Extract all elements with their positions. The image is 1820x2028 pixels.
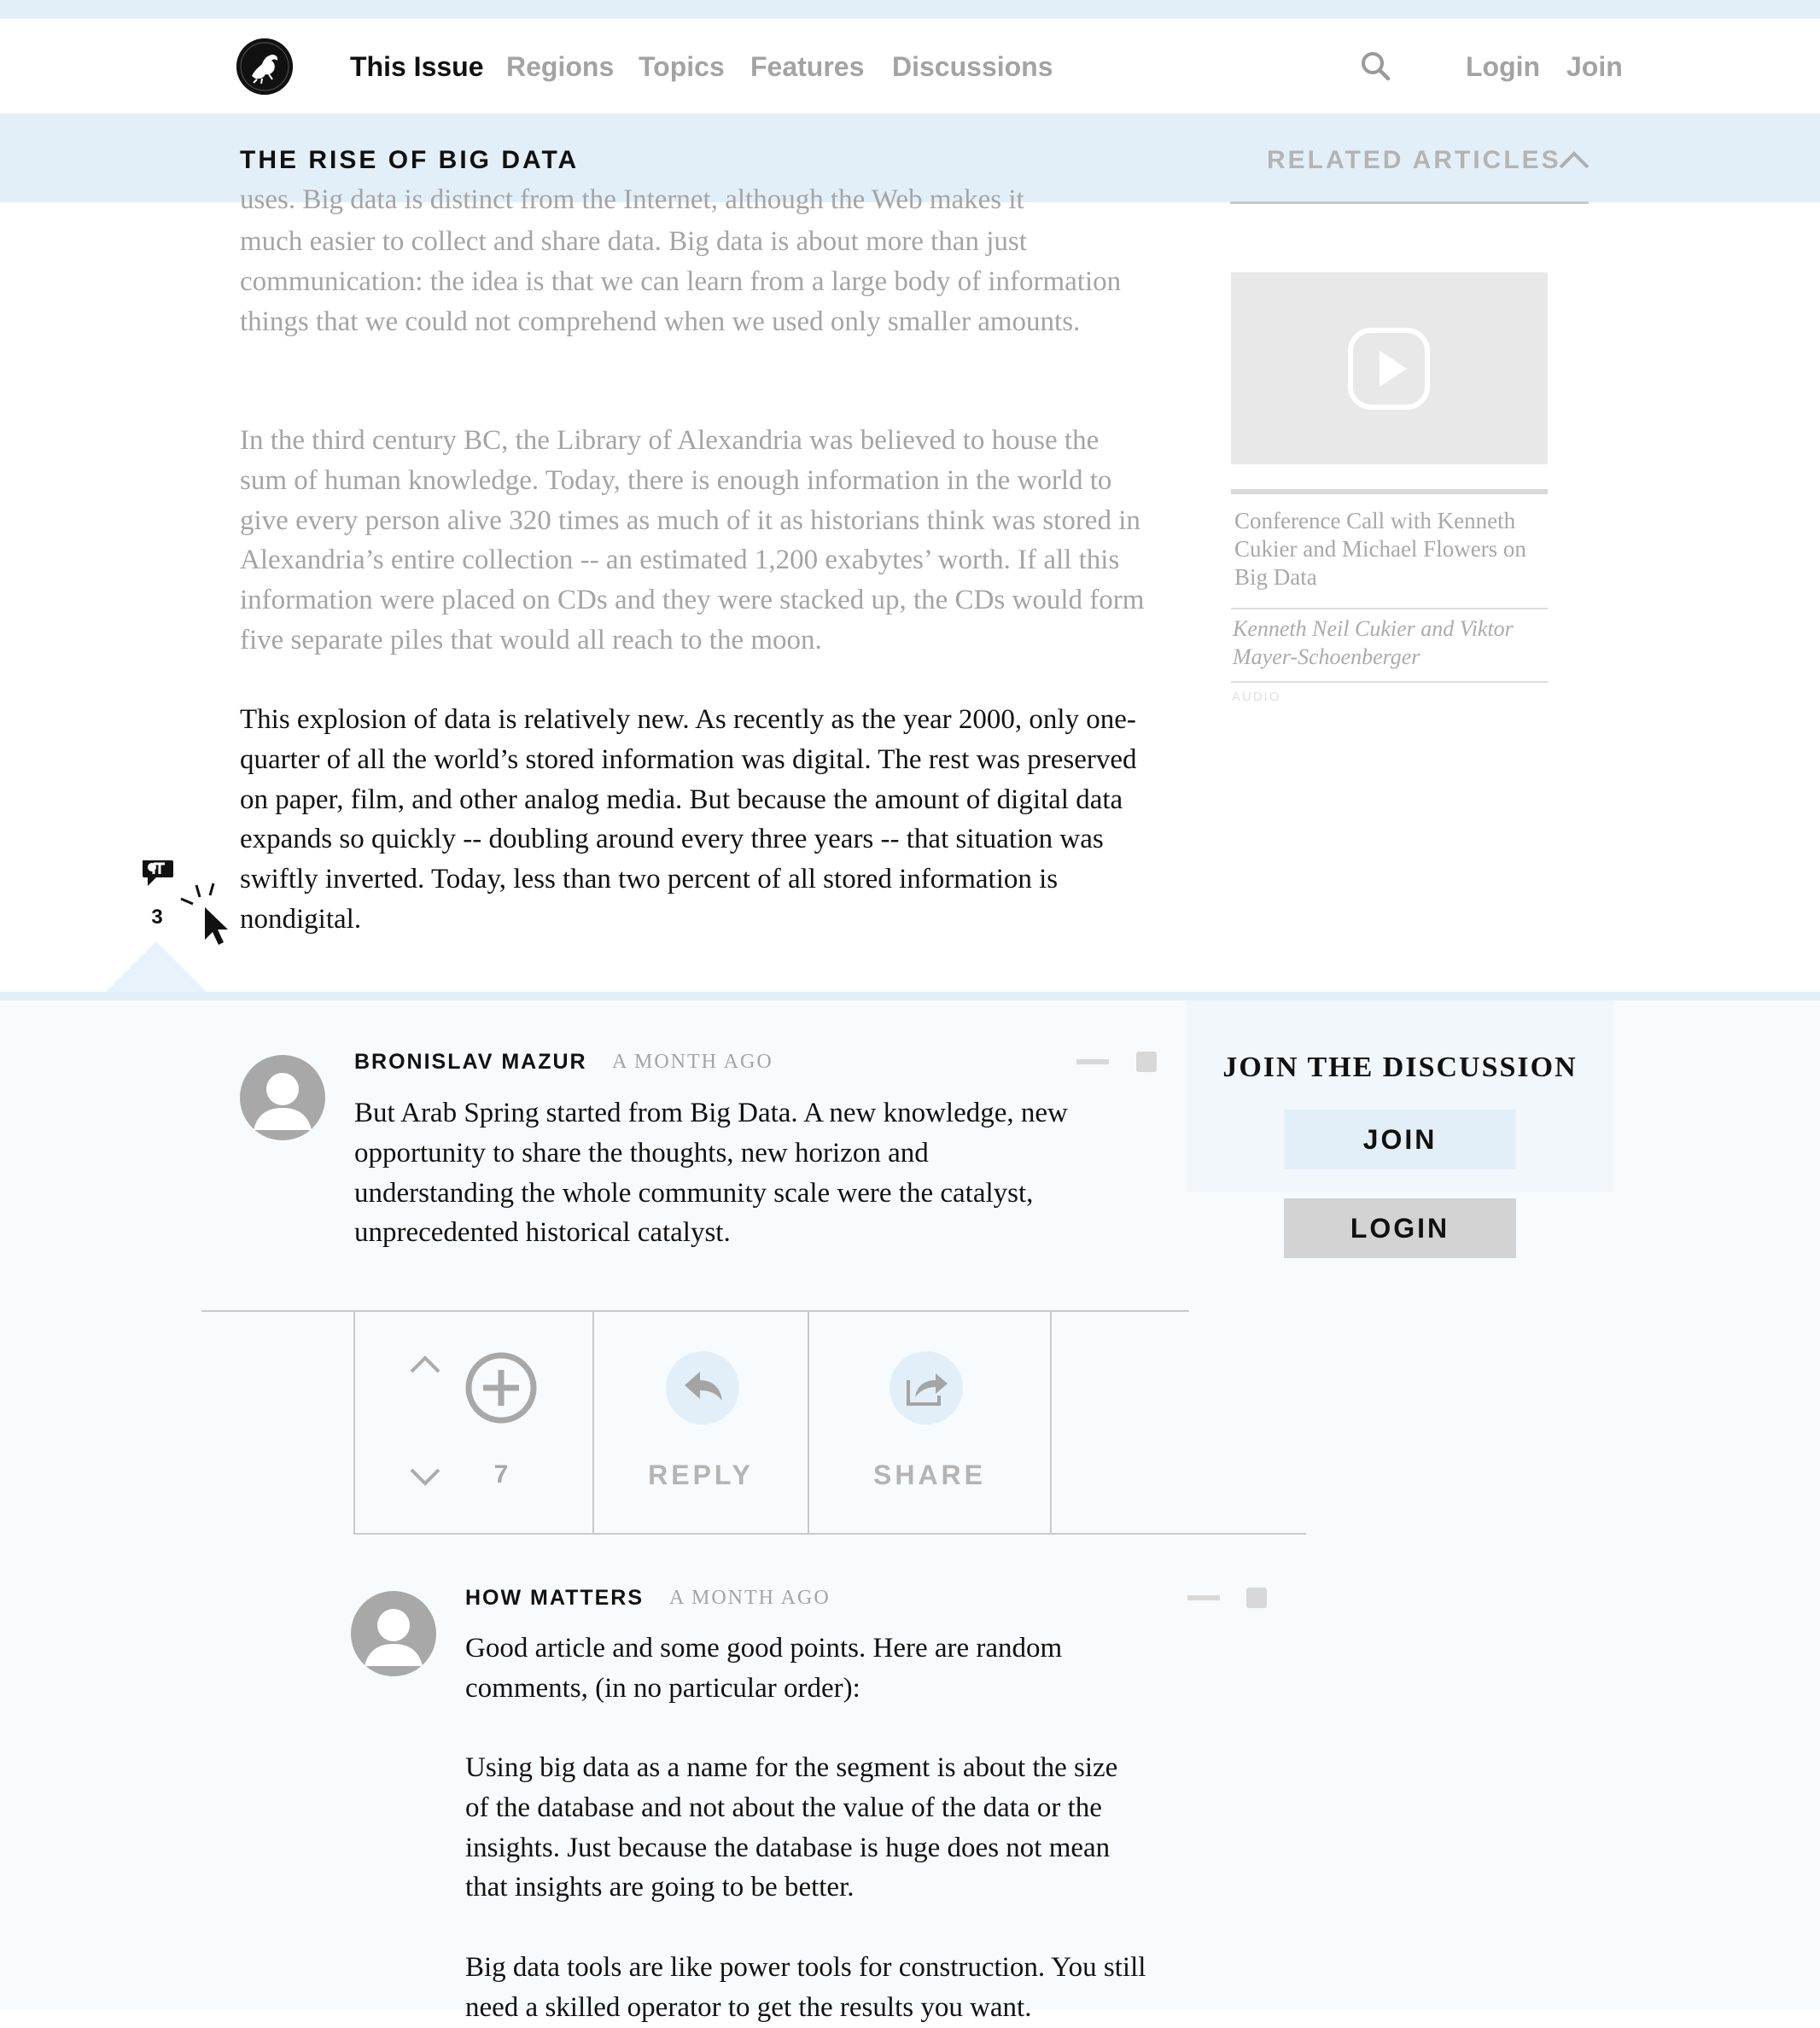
nav-discussions[interactable]: Discussions — [892, 51, 1053, 82]
comment-body: But Arab Spring started from Big Data. A new knowledge, new opportunity to share the thoughts, new horizon and understanding the whole community scale were the catalyst, unprecedented historical catalyst. — [354, 1098, 1068, 1249]
related-rule — [1230, 201, 1589, 204]
avatar-icon[interactable] — [351, 1591, 436, 1676]
search-icon[interactable] — [1359, 50, 1391, 82]
clipped-line-wrapper — [240, 184, 1145, 221]
media-rule — [1231, 489, 1548, 494]
comment-time: A MONTH AGO — [669, 1587, 831, 1609]
comment-time: A MONTH AGO — [612, 1051, 773, 1073]
comment-author[interactable]: HOW MATTERS — [465, 1586, 645, 1610]
login-button[interactable]: LOGIN — [1284, 1198, 1516, 1258]
media-divider — [1231, 681, 1548, 683]
top-strip — [0, 0, 1820, 19]
related-media-author: Kenneth Neil Cukier and Viktor Mayer-Schoenberger — [1233, 616, 1514, 669]
discussion-pointer — [105, 941, 207, 993]
article-paragraph-active: This explosion of data is relatively new. As recently as the year 2000, only one-quarter of all the world’s stored information was digital. The rest was preserved on paper, film, and other analog media. But because the amount of digital data expands so quickly -- doubling around every three years -- that situation was swiftly inverted. Today, less than two percent of all stored information is nondigital. — [240, 704, 1137, 935]
related-media-title[interactable]: Conference Call with Kenneth Cukier and Michael Flowers on Big Data — [1234, 508, 1526, 590]
action-divider — [808, 1312, 809, 1535]
article-clipped-line: uses. Big data is distinct from the Internet, although the Web makes it — [240, 184, 1024, 215]
article-paragraph: much easier to collect and share data. Big data is about more than just communication: the idea is that we can learn from a large body of information things that we could not comprehend when we used only smaller amounts. — [240, 226, 1122, 337]
play-icon[interactable] — [1347, 327, 1431, 411]
nav-regions[interactable]: Regions — [506, 51, 615, 82]
reply-button[interactable]: REPLY — [648, 1460, 754, 1490]
login-link[interactable]: Login — [1466, 51, 1541, 82]
avatar-icon[interactable] — [240, 1055, 325, 1140]
add-icon[interactable] — [464, 1351, 538, 1425]
chevron-up-icon[interactable] — [1557, 145, 1591, 172]
collapse-icon[interactable] — [1076, 1059, 1109, 1064]
vote-down-icon[interactable] — [408, 1465, 442, 1489]
discussion-rule — [0, 992, 1820, 1000]
comment-paragraph: Good article and some good points. Here are random comments, (in no particular order): — [465, 1633, 1063, 1704]
logo-icon[interactable] — [236, 38, 293, 95]
comment-marker-icon[interactable] — [139, 857, 175, 891]
share-button[interactable]: SHARE — [872, 1460, 986, 1490]
reply-icon[interactable] — [666, 1351, 739, 1425]
action-divider — [1050, 1312, 1052, 1535]
article-paragraph: In the third century BC, the Library of Alexandria was believed to house the sum of human knowledge. Today, there is enough information in the world to give every person alive 320 times as much of it as historians think was stored in Alexandria’s entire collection -- an estimated 1,200 exabytes’ worth. If all this information were placed on CDs and they were stacked up, the CDs would form five separate piles that would all reach to the moon. — [240, 425, 1145, 656]
action-bar-bottom-rule — [353, 1533, 1306, 1535]
comment-author[interactable]: BRONISLAV MAZUR — [354, 1050, 587, 1074]
cursor-icon — [179, 882, 230, 948]
collapse-icon[interactable] — [1187, 1595, 1220, 1600]
action-divider — [592, 1312, 594, 1535]
related-media-type: AUDIO — [1232, 690, 1281, 704]
nav-features[interactable]: Features — [750, 51, 865, 82]
join-link[interactable]: Join — [1566, 51, 1623, 82]
join-heading: JOIN THE DISCUSSION — [1222, 1052, 1578, 1083]
related-articles-toggle[interactable]: RELATED ARTICLES — [1267, 146, 1561, 174]
article-title: THE RISE OF BIG DATA — [240, 146, 580, 174]
flag-icon[interactable] — [1246, 1588, 1267, 1608]
media-divider — [1231, 608, 1548, 609]
comment-paragraph: Using big data as a name for the segment is about the size of the database and not about the value of the data or the insights. Just because the database is huge does not mean that insights are going to be better. — [465, 1752, 1118, 1903]
nav-this-issue[interactable]: This Issue — [350, 51, 484, 82]
action-divider — [353, 1312, 355, 1535]
share-icon[interactable] — [890, 1351, 963, 1425]
comment-paragraph: Big data tools are like power tools for construction. You still need a skilled operator to get the results you want. — [465, 1952, 1146, 2023]
vote-count: 7 — [493, 1460, 509, 1489]
nav-topics[interactable]: Topics — [639, 51, 725, 82]
comment-count: 3 — [151, 906, 163, 929]
flag-icon[interactable] — [1136, 1052, 1157, 1072]
join-button[interactable]: JOIN — [1284, 1110, 1516, 1169]
vote-up-icon[interactable] — [408, 1353, 442, 1377]
action-bar-top-rule — [201, 1310, 1189, 1312]
